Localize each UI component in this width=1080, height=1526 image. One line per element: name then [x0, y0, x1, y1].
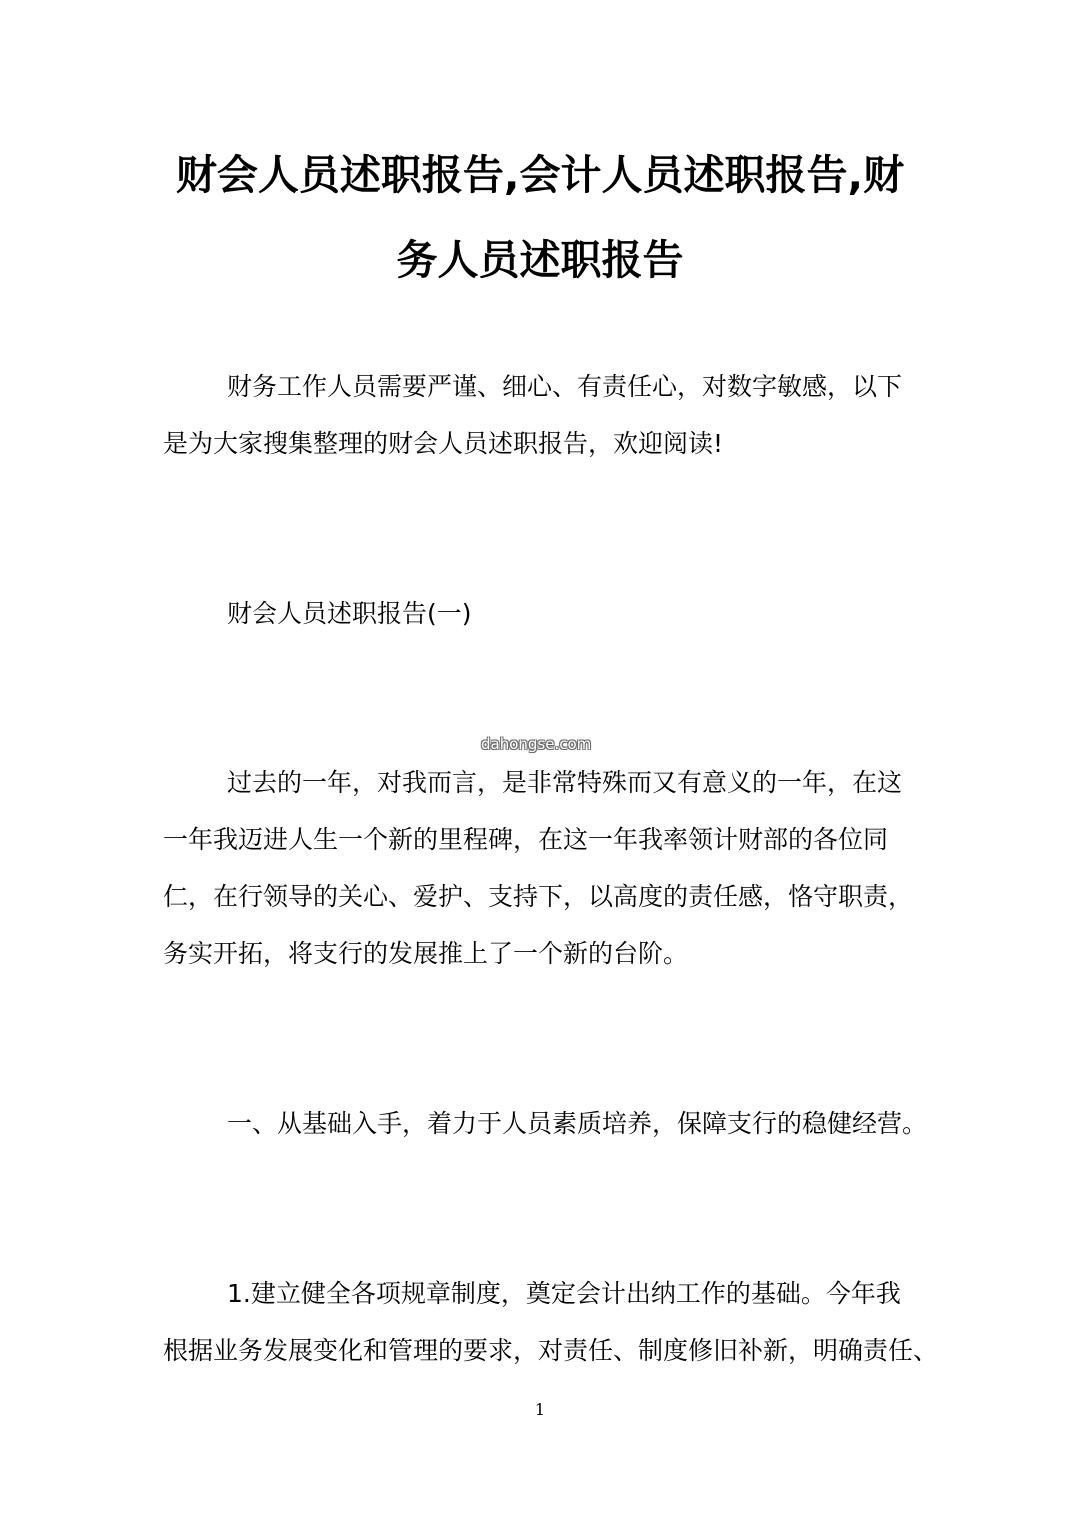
subheading-1-text: 一、从基础入手，着力于人员素质培养，保障支行的稳健经营。	[227, 1109, 928, 1138]
body1-line-3: 仁，在行领导的关心、爱护、支持下，以高度的责任感，恪守职责，	[163, 882, 914, 911]
intro-line-1: 财务工作人员需要严谨、细心、有责任心，对数字敏感，以下	[227, 372, 903, 401]
intro-line-2: 是为大家搜集整理的财会人员述职报告，欢迎阅读!	[163, 429, 724, 458]
body2-line-1: 1.建立健全各项规章制度，奠定会计出纳工作的基础。今年我	[227, 1279, 901, 1308]
body-paragraph-1	[163, 754, 923, 982]
intro-paragraph	[163, 358, 923, 472]
section-title-text: 财会人员述职报告(一)	[227, 599, 472, 628]
body2-line-2: 根据业务发展变化和管理的要求，对责任、制度修旧补新，明确责任、	[163, 1336, 939, 1365]
page-number: 1	[534, 1400, 546, 1419]
body-paragraph-2	[163, 1265, 939, 1379]
body1-line-2: 一年我迈进人生一个新的里程碑，在这一年我率领计财部的各位同	[163, 825, 889, 854]
document-title-line-2: 务人员述职报告	[396, 236, 684, 284]
document-title-line-1: 财会人员述职报告,会计人员述职报告,财	[175, 151, 905, 199]
subheading-1	[163, 1095, 928, 1152]
section-title	[163, 585, 923, 642]
body1-line-4: 务实开拓，将支行的发展推上了一个新的台阶。	[163, 939, 689, 968]
body1-line-1: 过去的一年，对我而言，是非常特殊而又有意义的一年，在这	[227, 768, 903, 797]
watermark: dahongse.com	[481, 735, 592, 753]
